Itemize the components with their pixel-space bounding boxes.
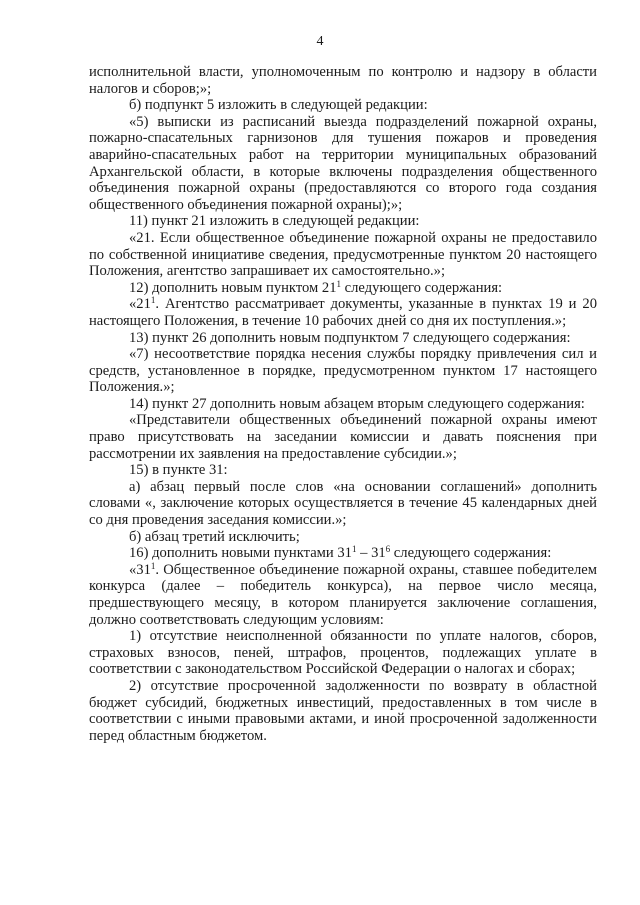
paragraph: б) подпункт 5 изложить в следующей редакции: (129, 97, 428, 114)
text-run: . Общественное объединение пожарной охраны, ставшее победителем конкурса (далее – победитель конкурса), на первое число месяца, предшествующего месяцу, в котором планируется заключение соглашения, должно соответствовать следующим условиям: (89, 561, 597, 628)
document-body (89, 64, 597, 744)
paragraph: исполнительной власти, уполномоченным по контролю и надзору в области налогов и сборов;»; (89, 64, 597, 97)
paragraph: б) абзац третий исключить; (129, 528, 300, 545)
text-run: 12) дополнить новым пунктом 21 (129, 279, 337, 296)
superscript: 1 (336, 278, 342, 289)
paragraph (89, 562, 597, 628)
text-run: «31 (129, 561, 151, 578)
paragraph: 11) пункт 21 изложить в следующей редакции: (129, 213, 420, 230)
superscript: 1 (150, 560, 156, 571)
superscript: 1 (150, 295, 156, 306)
text-run: следующего содержания: (341, 279, 503, 296)
paragraph (89, 545, 597, 562)
superscript: 1 (351, 544, 357, 555)
paragraph: 13) пункт 26 дополнить новым подпунктом 7 следующего содержания: (129, 329, 571, 346)
text-run: «21 (129, 296, 151, 313)
paragraph: «Представители общественных объединений пожарной охраны имеют право присутствовать на заседании комиссии и давать пояснения при рассмотрении их заявления на предоставление субсидии.»; (89, 412, 597, 462)
paragraph: «7) несоответствие порядка несения службы порядку привлечения сил и средств, установленное в порядке, предусмотренном пунктом 17 настоящего Положения.»; (89, 346, 597, 396)
page-number: 4 (316, 34, 324, 49)
text-run: следующего содержания: (390, 545, 552, 562)
text-run: 16) дополнить новыми пунктами 31 (129, 545, 352, 562)
text-run: . Агентство рассматривает документы, указанные в пунктах 19 и 20 настоящего Положения, в течение 10 рабочих дней со дня их поступления.»; (89, 296, 597, 329)
paragraph: 14) пункт 27 дополнить новым абзацем вторым следующего содержания: (129, 395, 585, 412)
paragraph: 2) отсутствие просроченной задолженности по возврату в областной бюджет субсидий, бюджетных инвестиций, предоставленных в том числе в соответствии с иными правовыми актами, и иной просроченной задолженности перед областным бюджетом. (89, 677, 597, 744)
superscript: 6 (385, 544, 391, 555)
paragraph: а) абзац первый после слов «на основании соглашений» дополнить словами «, заключение которых осуществляется в течение 45 календарных дней со дня проведения заседания комиссии.»; (89, 478, 597, 529)
paragraph: «21. Если общественное объединение пожарной охраны не предоставило по собственной инициативе сведения, предусмотренные пунктом 20 настоящего Положения, агентство запрашивает их самостоятельно.»; (89, 229, 597, 280)
paragraph: 15) в пункте 31: (129, 462, 228, 479)
paragraph (89, 280, 597, 297)
paragraph: «5) выписки из расписаний выезда подразделений пожарной охраны, пожарно-спасательных гарнизонов для тушения пожаров и проведения аварийно-спасательных работ на территории муниципальных образований Архангельской области, в которые включены подразделения общественного объединения пожарной охраны (предоставляются со второго года создания общественного объединения пожарной охраны);»; (89, 113, 597, 213)
paragraph: 1) отсутствие неисполненной обязанности по уплате налогов, сборов, страховых взносов, пеней, штрафов, процентов, подлежащих уплате в соответствии с законодательством Российской Федерации о налогах и сборах; (89, 628, 597, 678)
paragraph (89, 296, 597, 329)
text-run: – 31 (356, 545, 386, 562)
